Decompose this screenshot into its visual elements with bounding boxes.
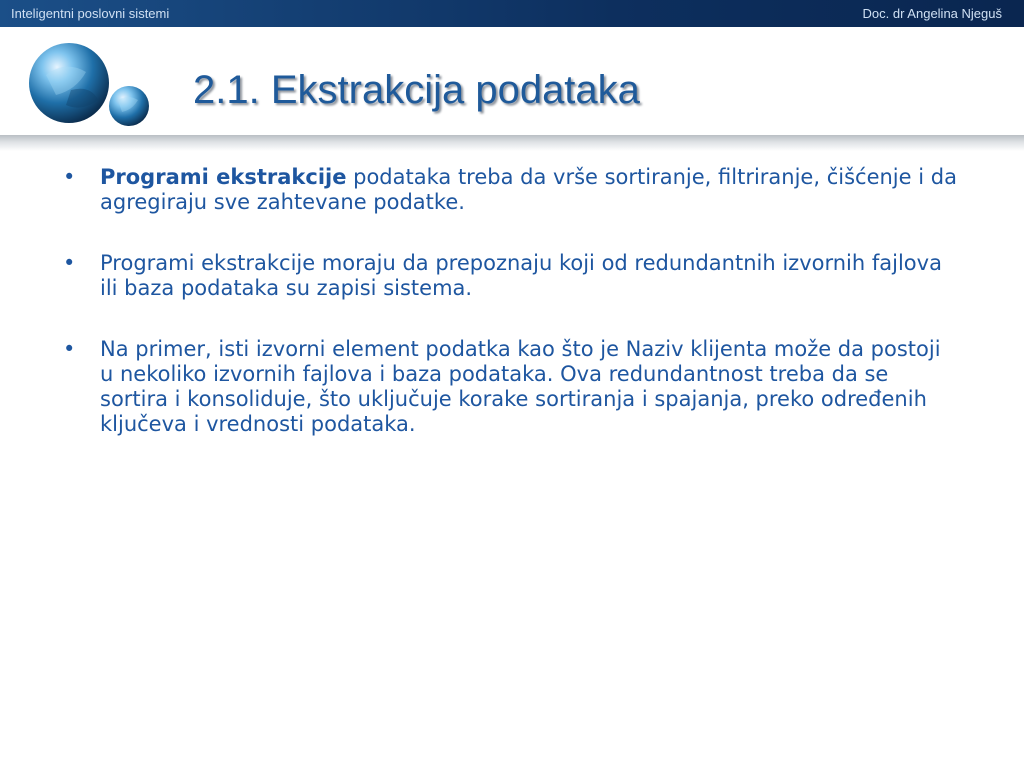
author-name: Doc. dr Angelina Njeguš [862, 6, 1002, 21]
bullet-text: Na primer, isti izvorni element podatka kao što je Naziv klijenta može da postoji u nekoliko izvornih fajlova i baza podataka. Ova redundantnost treba da se sortira i konsoliduje, što uključuje korake sortiranja i spajanja, preko određenih ključeva i vrednosti podataka. [100, 337, 941, 436]
bullet-list [60, 165, 960, 473]
bullet-item [60, 337, 960, 437]
globe-spheres-icon [26, 40, 156, 130]
top-banner [0, 0, 1024, 27]
bullet-dot-icon: • [63, 251, 76, 275]
bullet-item [60, 165, 960, 215]
bullet-text: podataka treba da vrše sortiranje, filtriranje, čišćenje i da agregiraju sve zahtevane podatke. [100, 165, 957, 214]
course-name: Inteligentni poslovni sistemi [11, 6, 170, 21]
bullet-dot-icon: • [63, 337, 76, 361]
bullet-emphasis: Programi ekstrakcije [100, 165, 347, 189]
header-divider [0, 135, 1024, 151]
bullet-dot-icon: • [63, 165, 76, 189]
bullet-item [60, 251, 960, 301]
bullet-text: Programi ekstrakcije moraju da prepoznaju koji od redundantnih izvornih fajlova ili baza podataka su zapisi sistema. [100, 251, 942, 300]
slide-title: 2.1. Ekstrakcija podataka [193, 68, 640, 112]
